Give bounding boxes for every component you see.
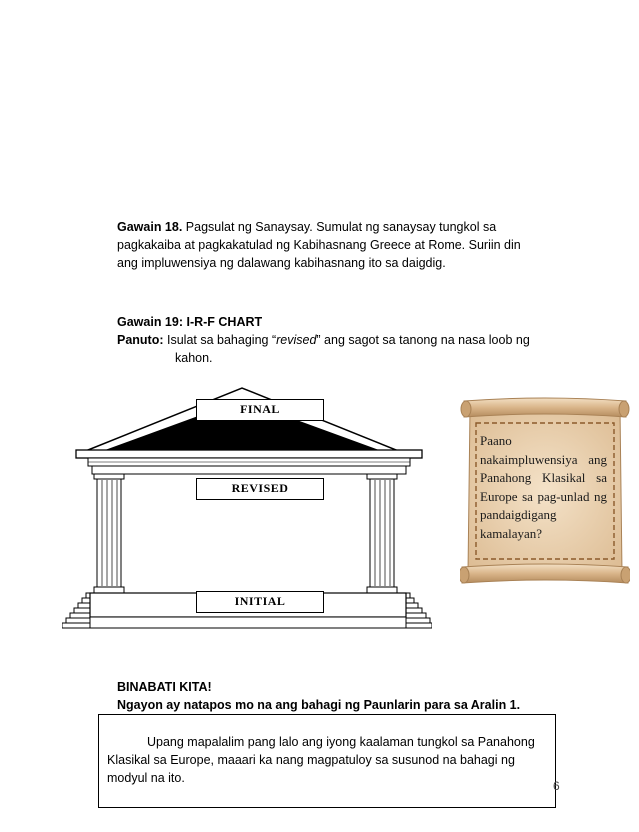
panuto-label: Panuto: [117,333,164,347]
gawain-19-section [117,313,547,367]
final-label-box: FINAL [196,399,324,421]
panuto-text-after: ” ang sagot sa tanong na nasa loob ng [316,333,530,347]
revised-label-box: REVISED [196,478,324,500]
temple-architrave [92,466,406,474]
right-column [367,474,397,593]
gawain-18-text: Pagsulat ng Sanaysay. Sumulat ng sanaysay tungkol sa pagkakaiba at pagkakatulad ng Kabihasnang Greece at Rome. Suriin din ang impluwensiya ng dalawang kabihasnang ito sa daigdig. [117,220,521,270]
temple-floor [90,617,406,628]
page-number: 6 [553,779,560,793]
congratulations-message: Ngayon ay natapos mo na ang bahagi ng Paunlarin para sa Aralin 1. [117,698,521,712]
scroll-top-roll [464,398,626,417]
panuto-continuation: kahon. [175,351,213,365]
gawain-18-title: Gawain 18. [117,220,183,234]
gawain-18-paragraph [117,218,537,272]
congratulations-heading: BINABATI KITA! [117,680,212,694]
congratulations-block [117,678,520,714]
initial-label-box: INITIAL [196,591,324,613]
next-step-box [98,714,556,808]
panuto-text-before: Isulat sa bahaging “ [163,333,277,347]
scroll-bottom-roll [462,564,628,583]
temple-cornice [76,450,422,458]
next-step-text: Upang mapalalim pang lalo ang iyong kaalaman tungkol sa Panahong Klasikal sa Europe, maaari ka nang magpatuloy sa susunod na bahagi ng modyul na ito. [107,735,535,785]
panuto-emphasis: revised [276,333,317,347]
gawain-19-title: Gawain 19: I-R-F CHART [117,315,263,329]
left-column [94,474,124,593]
left-steps [62,593,92,628]
scroll-question: Paano nakaimpluwensiya ang Panahong Klasikal sa Europe sa pag-unlad ng pandaigdigang kamalayan? [480,433,607,541]
